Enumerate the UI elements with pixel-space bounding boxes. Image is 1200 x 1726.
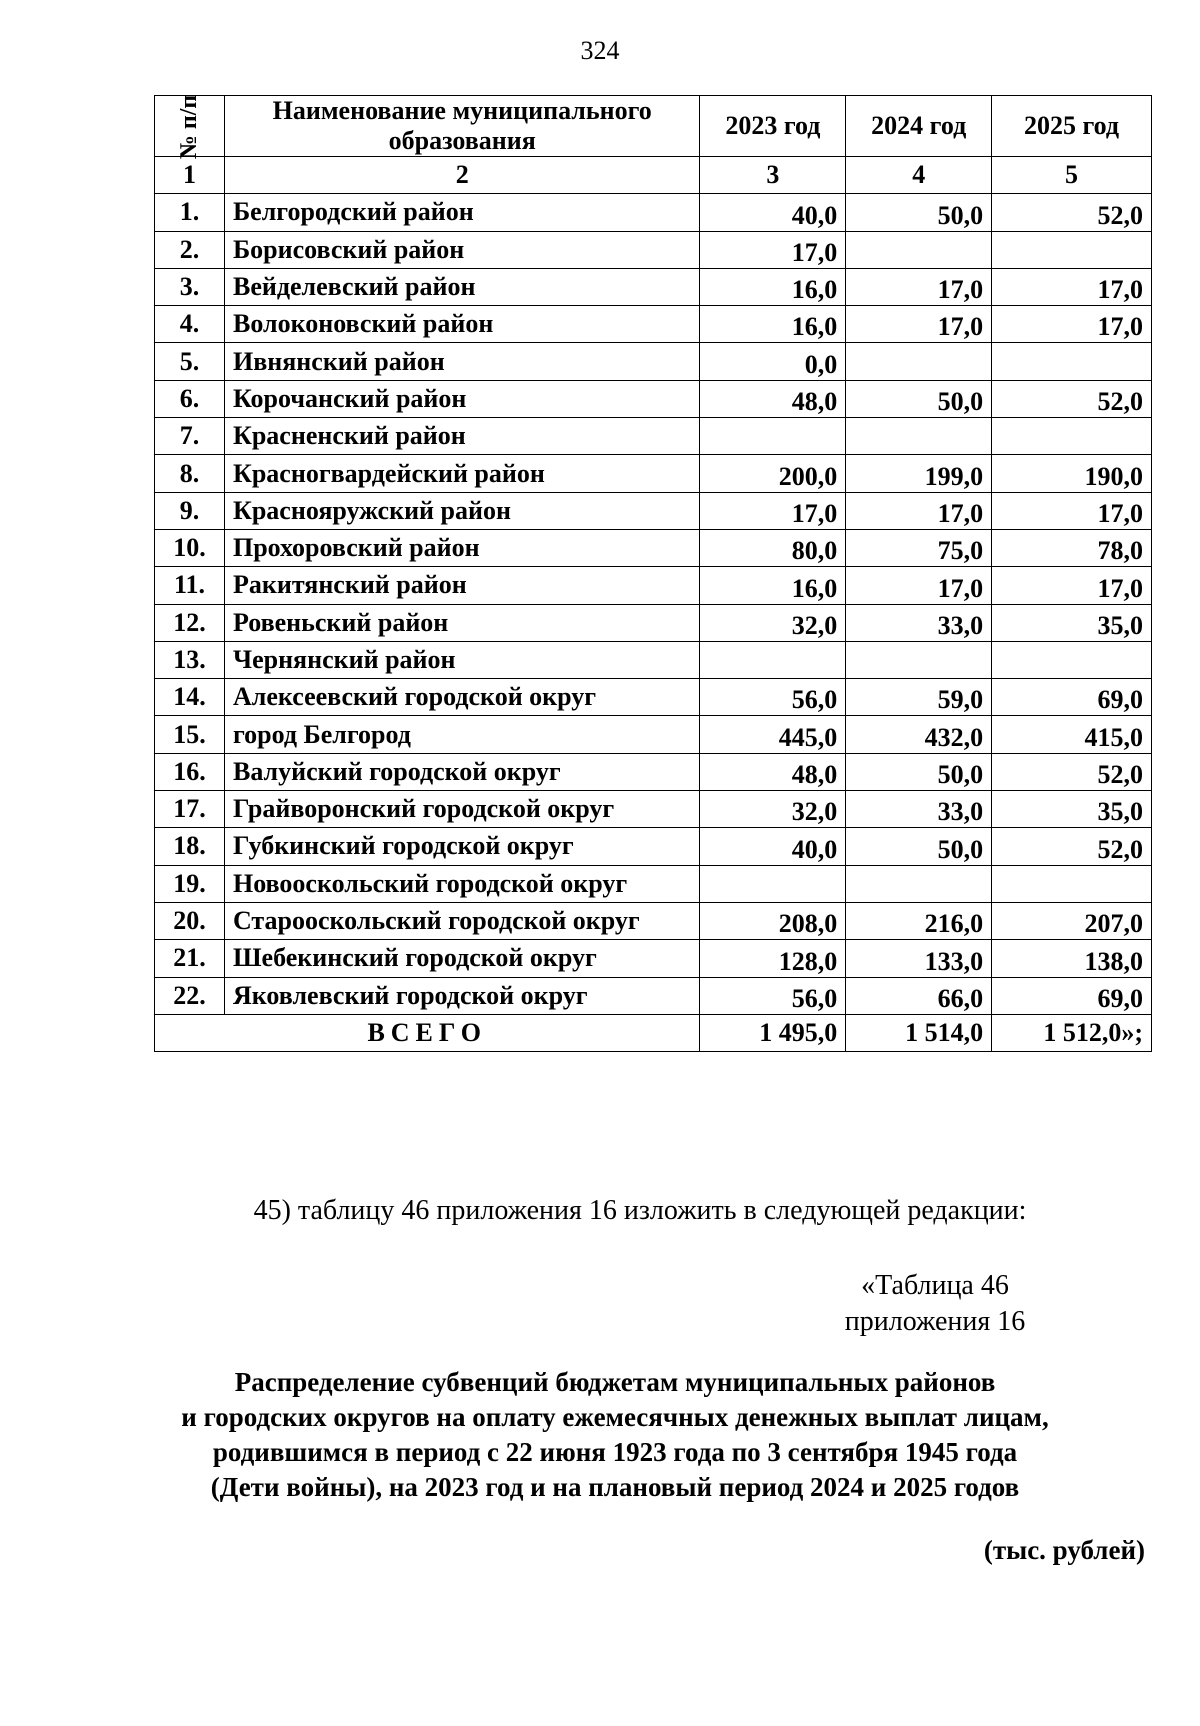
row-number: 17.: [155, 791, 225, 828]
total-2025: 1 512,0»;: [992, 1014, 1152, 1051]
value-2024: 17,0: [846, 268, 992, 305]
municipality-name: Грайворонский городской округ: [224, 791, 699, 828]
value-2023: [700, 641, 846, 678]
value-2023: 56,0: [700, 679, 846, 716]
page-number: 324: [580, 36, 620, 65]
table-row: [155, 380, 1152, 417]
header-2025: 2025 год: [992, 96, 1152, 157]
row-number: 9.: [155, 492, 225, 529]
table-row: [155, 828, 1152, 865]
value-2023: 48,0: [700, 380, 846, 417]
total-label: ВСЕГО: [155, 1014, 700, 1051]
value-2025: 17,0: [992, 492, 1152, 529]
table-reference-line: «Таблица 46: [861, 1270, 1009, 1301]
table-row: [155, 977, 1152, 1014]
value-2025: 52,0: [992, 828, 1152, 865]
value-2025: 78,0: [992, 529, 1152, 566]
row-number: 21.: [155, 940, 225, 977]
municipality-name: Краснояружский район: [224, 492, 699, 529]
table-reference-line: приложения 16: [844, 1306, 1026, 1337]
row-number: 20.: [155, 902, 225, 939]
row-number: 4.: [155, 306, 225, 343]
row-number: 8.: [155, 455, 225, 492]
row-number: 7.: [155, 418, 225, 455]
row-number: 15.: [155, 716, 225, 753]
municipality-name: Вейделевский район: [224, 268, 699, 305]
value-2023: 40,0: [700, 828, 846, 865]
table-row: [155, 306, 1152, 343]
row-number: 2.: [155, 231, 225, 268]
table-row: [155, 641, 1152, 678]
municipality-name: Новооскольский городской округ: [224, 865, 699, 902]
column-number-row: [155, 157, 1152, 194]
value-2025: [992, 231, 1152, 268]
value-2024: [846, 231, 992, 268]
value-2024: [846, 343, 992, 380]
value-2024: 216,0: [846, 902, 992, 939]
value-2023: 32,0: [700, 791, 846, 828]
value-2023: [700, 865, 846, 902]
municipality-name: Волоконовский район: [224, 306, 699, 343]
value-2025: [992, 865, 1152, 902]
table-row: [155, 455, 1152, 492]
total-row: [155, 1014, 1152, 1051]
row-number: 13.: [155, 641, 225, 678]
table-row: [155, 940, 1152, 977]
table-row: [155, 567, 1152, 604]
value-2023: 32,0: [700, 604, 846, 641]
value-2025: 17,0: [992, 567, 1152, 604]
value-2024: 50,0: [846, 828, 992, 865]
header-2024: 2024 год: [846, 96, 992, 157]
value-2023: 17,0: [700, 231, 846, 268]
value-2025: [992, 641, 1152, 678]
municipality-name: Губкинский городской округ: [224, 828, 699, 865]
value-2025: 415,0: [992, 716, 1152, 753]
value-2023: 16,0: [700, 268, 846, 305]
municipality-name: Ракитянский район: [224, 567, 699, 604]
table-row: [155, 418, 1152, 455]
total-2024: 1 514,0: [846, 1014, 992, 1051]
value-2023: 128,0: [700, 940, 846, 977]
value-2024: 432,0: [846, 716, 992, 753]
value-2023: 0,0: [700, 343, 846, 380]
value-2023: 16,0: [700, 306, 846, 343]
table-row: [155, 753, 1152, 790]
table-row: [155, 343, 1152, 380]
value-2025: 69,0: [992, 977, 1152, 1014]
row-number: 6.: [155, 380, 225, 417]
value-2023: [700, 418, 846, 455]
column-number: 5: [992, 157, 1152, 194]
row-number: 19.: [155, 865, 225, 902]
value-2024: 133,0: [846, 940, 992, 977]
municipality-name: Белгородский район: [224, 194, 699, 231]
value-2025: [992, 343, 1152, 380]
column-number: 4: [846, 157, 992, 194]
row-number: 16.: [155, 753, 225, 790]
table-row: [155, 716, 1152, 753]
table-row: [155, 865, 1152, 902]
row-number: 3.: [155, 268, 225, 305]
header-number: № п/п: [155, 96, 225, 157]
amendment-instruction: 45) таблицу 46 приложения 16 изложить в следующей редакции:: [253, 1195, 1027, 1226]
value-2024: 66,0: [846, 977, 992, 1014]
table-row: [155, 231, 1152, 268]
value-2025: 190,0: [992, 455, 1152, 492]
table-row: [155, 679, 1152, 716]
value-2023: 80,0: [700, 529, 846, 566]
value-2023: 208,0: [700, 902, 846, 939]
municipality-name: Старооскольский городской округ: [224, 902, 699, 939]
value-2024: [846, 418, 992, 455]
row-number: 22.: [155, 977, 225, 1014]
subvention-table: [154, 95, 1152, 1052]
header-2023: 2023 год: [700, 96, 846, 157]
table-row: [155, 604, 1152, 641]
value-2024: 17,0: [846, 567, 992, 604]
value-2025: 35,0: [992, 791, 1152, 828]
row-number: 18.: [155, 828, 225, 865]
value-2025: 69,0: [992, 679, 1152, 716]
table-row: [155, 529, 1152, 566]
municipality-name: Ровеньский район: [224, 604, 699, 641]
value-2025: 35,0: [992, 604, 1152, 641]
municipality-name: Красногвардейский район: [224, 455, 699, 492]
value-2024: 50,0: [846, 194, 992, 231]
value-2024: 33,0: [846, 791, 992, 828]
table-row: [155, 902, 1152, 939]
value-2024: 33,0: [846, 604, 992, 641]
municipality-name: Чернянский район: [224, 641, 699, 678]
column-number: 2: [224, 157, 699, 194]
value-2024: [846, 865, 992, 902]
table-row: [155, 194, 1152, 231]
value-2023: 17,0: [700, 492, 846, 529]
value-2024: 17,0: [846, 306, 992, 343]
total-2023: 1 495,0: [700, 1014, 846, 1051]
municipality-name: Красненский район: [224, 418, 699, 455]
title-line: родившимся в период с 22 июня 1923 года по 3 сентября 1945 года: [212, 1437, 1018, 1467]
value-2025: 138,0: [992, 940, 1152, 977]
value-2024: 17,0: [846, 492, 992, 529]
table-reference: [820, 1268, 1050, 1340]
value-2025: 52,0: [992, 753, 1152, 790]
row-number: 14.: [155, 679, 225, 716]
row-number: 1.: [155, 194, 225, 231]
column-number: 1: [155, 157, 225, 194]
value-2023: 445,0: [700, 716, 846, 753]
value-2025: [992, 418, 1152, 455]
value-2023: 200,0: [700, 455, 846, 492]
municipality-name: Шебекинский городской округ: [224, 940, 699, 977]
table-row: [155, 791, 1152, 828]
value-2024: 59,0: [846, 679, 992, 716]
value-2024: 50,0: [846, 380, 992, 417]
municipality-name: Валуйский городской округ: [224, 753, 699, 790]
row-number: 12.: [155, 604, 225, 641]
value-2024: [846, 641, 992, 678]
municipality-name: Алексеевский городской округ: [224, 679, 699, 716]
table-row: [155, 268, 1152, 305]
title-line: Распределение субвенций бюджетам муниципальных районов: [234, 1367, 996, 1397]
value-2025: 17,0: [992, 306, 1152, 343]
value-2025: 17,0: [992, 268, 1152, 305]
header-municipality: Наименование муниципального образования: [224, 96, 699, 157]
value-2023: 40,0: [700, 194, 846, 231]
value-2025: 207,0: [992, 902, 1152, 939]
value-2024: 199,0: [846, 455, 992, 492]
value-2023: 56,0: [700, 977, 846, 1014]
table-row: [155, 492, 1152, 529]
municipality-name: Борисовский район: [224, 231, 699, 268]
row-number: 10.: [155, 529, 225, 566]
row-number: 5.: [155, 343, 225, 380]
value-2023: 48,0: [700, 753, 846, 790]
municipality-name: Прохоровский район: [224, 529, 699, 566]
value-2025: 52,0: [992, 380, 1152, 417]
value-2025: 52,0: [992, 194, 1152, 231]
municipality-name: Яковлевский городской округ: [224, 977, 699, 1014]
title-line: (Дети войны), на 2023 год и на плановый период 2024 и 2025 годов: [210, 1472, 1020, 1502]
value-2023: 16,0: [700, 567, 846, 604]
row-number: 11.: [155, 567, 225, 604]
title-line: и городских округов на оплату ежемесячных денежных выплат лицам,: [181, 1402, 1049, 1432]
value-2024: 50,0: [846, 753, 992, 790]
document-title: [120, 1365, 1110, 1505]
table-header-row: [155, 96, 1152, 157]
municipality-name: город Белгород: [224, 716, 699, 753]
municipality-name: Ивнянский район: [224, 343, 699, 380]
column-number: 3: [700, 157, 846, 194]
units-label: (тыс. рублей): [983, 1535, 1145, 1565]
value-2024: 75,0: [846, 529, 992, 566]
municipality-name: Корочанский район: [224, 380, 699, 417]
